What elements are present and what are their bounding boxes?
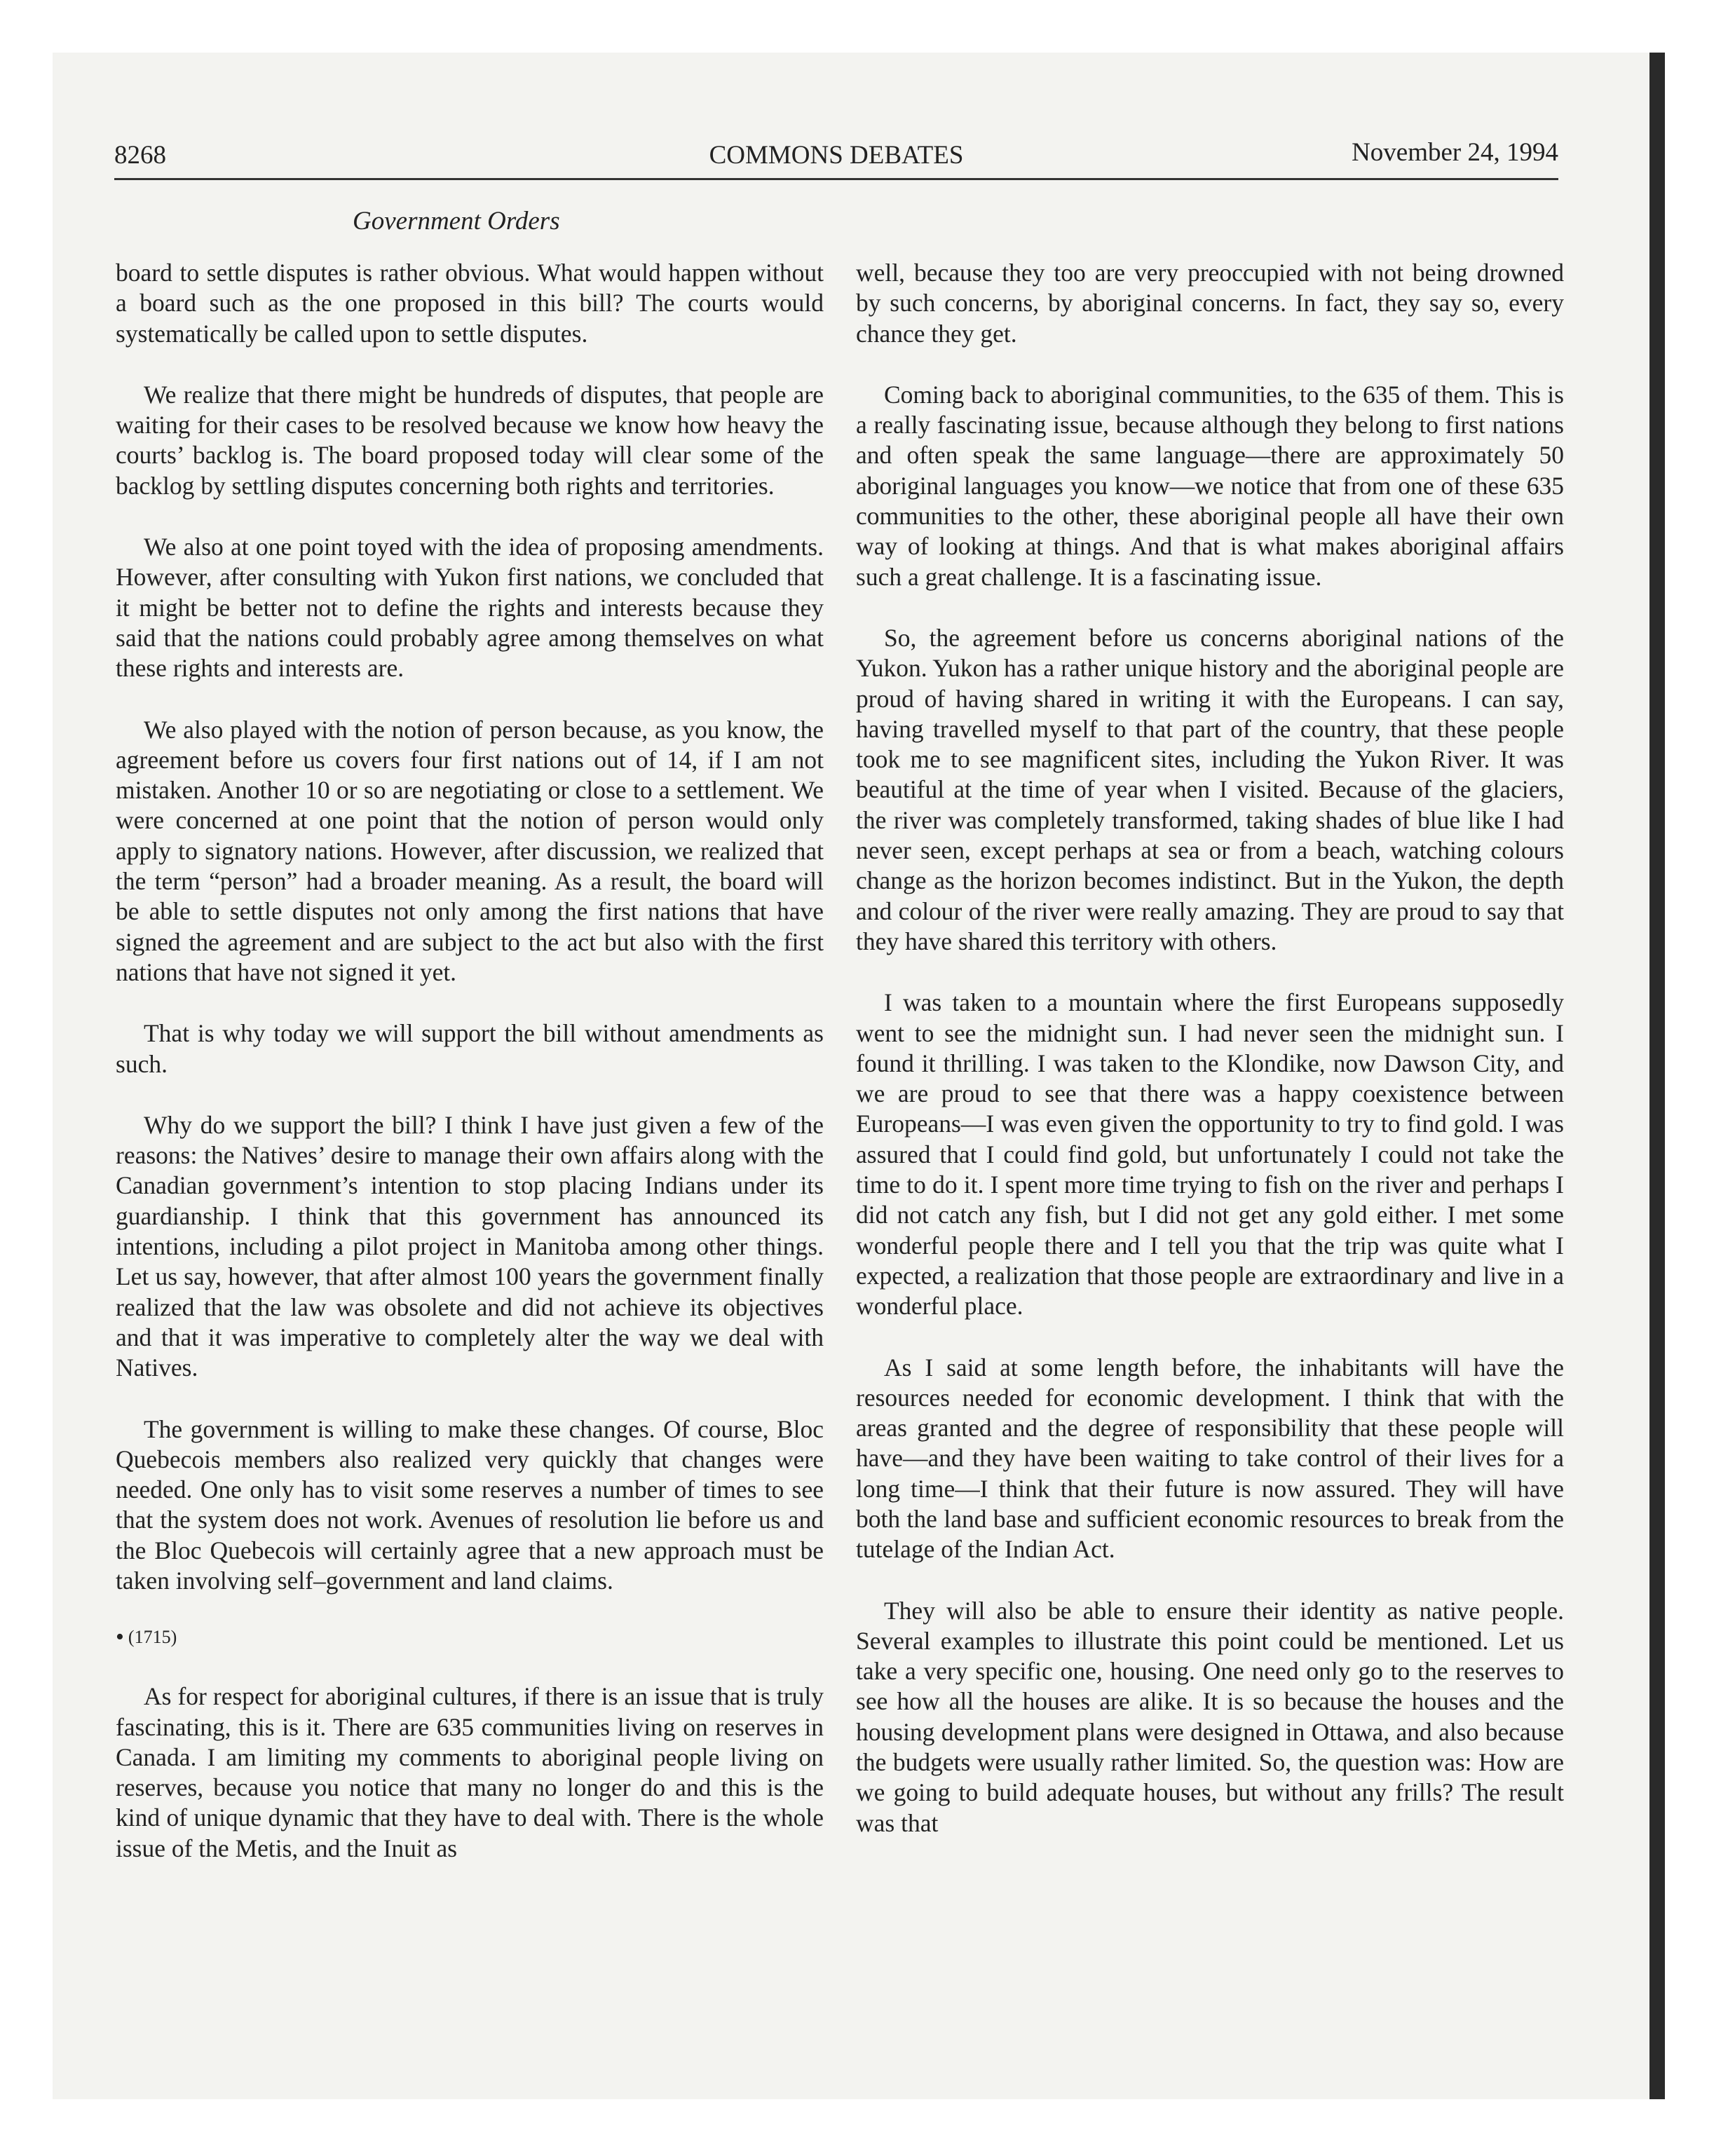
left-column xyxy=(116,258,824,1895)
paragraph: I was taken to a mountain where the first Europeans supposedly went to see the midnight sun. I had never seen the midnight sun. I found it thrilling. I was taken to the Klondike, now Dawson City, and we are proud to see that there was a happy coexistence between Europeans—I was even given the opportunity to try to find gold. I was assured that I could find gold, but unfortunately I could not take the time to do it. I spent more time trying to fish on the river and perhaps I did not catch any fish, but I did not get any gold either. I met some wonderful people there and I tell you that the trip was quite what I expected, a realization that those people are extraordinary and live in a wonderful place. xyxy=(856,988,1564,1321)
paragraph: So, the agreement before us concerns aboriginal nations of the Yukon. Yukon has a rather unique history and the aboriginal people are proud of having shared in writing it with the Europeans. I can say, having travelled myself to that part of the country, that these people took me to see magnificent sites, including the Yukon River. It was beautiful at the time of year when I visited. Because of the glaciers, the river was completely transformed, taking shades of blue like I had never seen, except perhaps at sea or from a beach, watching colours change as the horizon becomes indistinct. But in the Yukon, the depth and colour of the river were really amazing. They are proud to say that they have shared this territory with others. xyxy=(856,623,1564,955)
page-header xyxy=(114,132,1558,180)
paragraph: We realize that there might be hundreds of disputes, that people are waiting for their cases to be resolved because we know how heavy the courts’ backlog is. The board proposed today will clear some of the backlog by settling disputes concerning both rights and territories. xyxy=(116,380,824,500)
paragraph: Why do we support the bill? I think I have just given a few of the reasons: the Natives’ desire to manage their own affairs along with the Canadian government’s intention to stop placing Indians under its guardianship. I think that this government has announced its intentions, including a pilot project in Manitoba among other things. Let us say, however, that after almost 100 years the government finally realized that the law was obsolete and did not achieve its objectives and that it was imperative to completely alter the way we deal with Natives. xyxy=(116,1110,824,1382)
paragraph: That is why today we will support the bill without amendments as such. xyxy=(116,1019,824,1078)
publication-date: November 24, 1994 xyxy=(1352,138,1558,167)
right-column xyxy=(856,258,1564,1869)
paragraph: The government is willing to make these changes. Of course, Bloc Quebecois members also realized very quickly that changes were needed. One only has to visit some reserves a number of times to see that the system does not work. Avenues of resolution lie before us and the Bloc Quebecois will certainly agree that a new approach must be taken involving self–government and land claims. xyxy=(116,1414,824,1595)
page-number: 8268 xyxy=(114,141,166,170)
paragraph: well, because they too are very preoccupied with not being drowned by such concerns, by aboriginal concerns. In fact, they say so, every chance they get. xyxy=(856,259,1564,348)
paragraph: We also played with the notion of person because, as you know, the agreement before us covers four first nations out of 14, if I am not mistaken. Another 10 or so are negotiating or close to a settlement. We were concerned at one point that the notion of person would only apply to signatory nations. However, after discussion, we realized that the term “person” had a broader meaning. As a result, the board will be able to settle disputes not only among the first nations that have signed the agreement and are subject to the act but also with the first nations that have not signed it yet. xyxy=(116,715,824,986)
time-stamp: (1715) xyxy=(128,1627,177,1648)
paragraph: As for respect for aboriginal cultures, if there is an issue that is truly fascinating, this is it. There are 635 communities living on reserves in Canada. I am limiting my comments to aboriginal people living on reserves, because you notice that many no longer do and this is the kind of unique dynamic that they have to deal with. There is the whole issue of the Metis, and the Inuit as xyxy=(116,1682,824,1862)
paragraph: board to settle disputes is rather obvious. What would happen without a board such as the one proposed in this bill? The courts would systematically be called upon to settle disputes. xyxy=(116,259,824,348)
paragraph: As I said at some length before, the inhabitants will have the resources needed for economic development. I think that with the areas granted and the degree of responsibility that these people will have—and they have been waiting to take control of their lives for a long time—I think that their future is now assured. They will have both the land base and sufficient economic resources to break from the tutelage of the Indian Act. xyxy=(856,1353,1564,1564)
section-label: Government Orders xyxy=(353,207,560,236)
bullet-icon: • xyxy=(116,1624,124,1651)
scan-edge-shadow xyxy=(1649,53,1665,2099)
publication-title: COMMONS DEBATES xyxy=(709,141,964,170)
paragraph: We also at one point toyed with the idea of proposing amendments. However, after consulting with Yukon first nations, we concluded that it might be better not to define the rights and interests because they said that the nations could probably agree among themselves on what these rights and interests are. xyxy=(116,533,824,683)
paragraph: They will also be able to ensure their identity as native people. Several examples to illustrate this point could be mentioned. Let us take a very specific one, housing. One need only go to the reserves to see how all the houses are alike. It is so because the houses and the housing development plans were designed in Ottawa, and also because the budgets were usually rather limited. So, the question was: How are we going to build adequate houses, but without any frills? The result was that xyxy=(856,1596,1564,1837)
time-marker xyxy=(116,1624,824,1651)
paragraph: Coming back to aboriginal communities, to the 635 of them. This is a really fascinating issue, because although they belong to first nations and often speak the same language—there are approximately 50 aboriginal languages you know—we notice that from one of these 635 communities to the other, these aboriginal people all have their own way of looking at things. And that is what makes aboriginal affairs such a great challenge. It is a fascinating issue. xyxy=(856,380,1564,591)
